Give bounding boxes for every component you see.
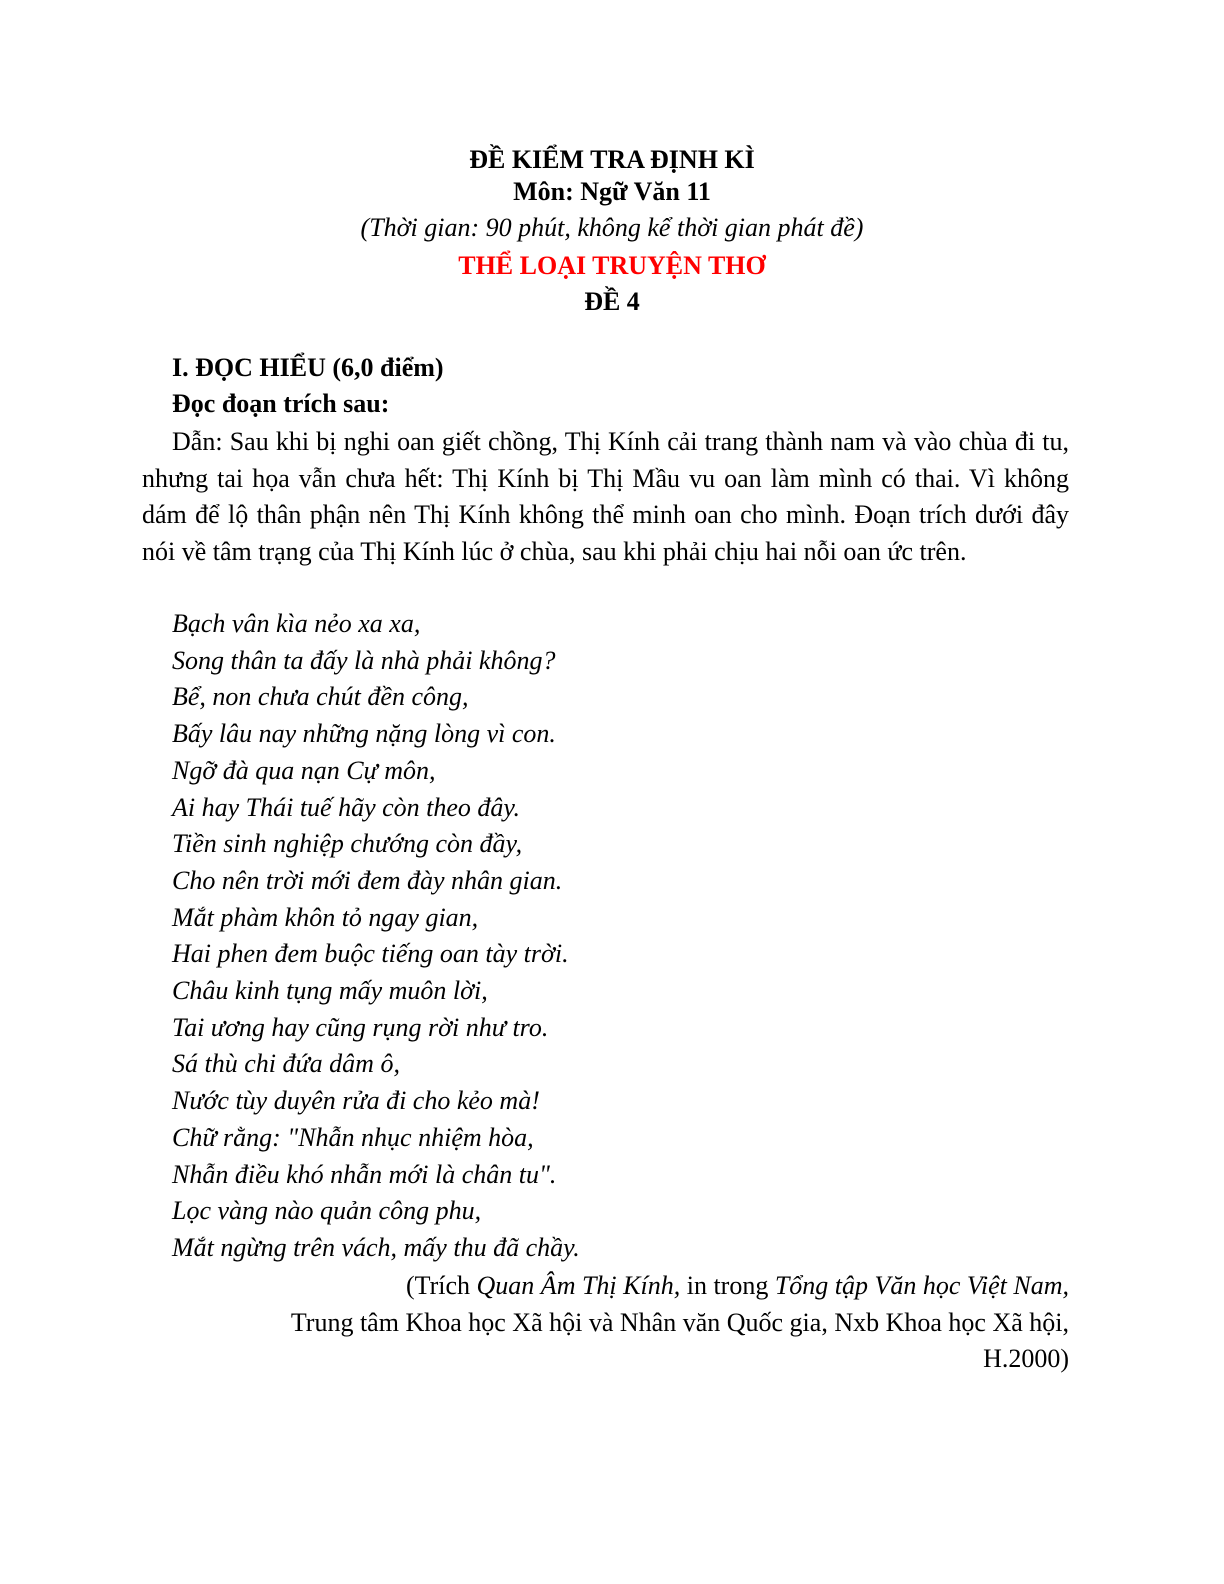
poem-line: Sá thù chi đứa dâm ô, [172, 1049, 400, 1079]
poem-line: Hai phen đem buộc tiếng oan tày trời. [172, 939, 569, 969]
poem-line: Mắt ngừng trên vách, mấy thu đã chầy. [172, 1232, 580, 1262]
poem-line: Bạch vân kìa nẻo xa xa, [172, 609, 421, 638]
exam-title: ĐỀ KIỂM TRA ĐỊNH KÌ [469, 145, 755, 174]
source-citation [142, 1268, 1069, 1378]
citation-work: Quan Âm Thị Kính, [476, 1271, 681, 1300]
poem-line: Nhẫn điều khó nhẫn mới là chân tu". [172, 1159, 557, 1189]
poem-excerpt [172, 606, 580, 1267]
poem-line: Song thân ta đấy là nhà phải không? [172, 645, 556, 675]
poem-line: Tai ương hay cũng rụng rời như tro. [172, 1012, 549, 1042]
poem-line: Ai hay Thái tuế hãy còn theo đây. [172, 792, 521, 822]
poem-line: Ngỡ đà qua nạn Cự môn, [172, 755, 436, 785]
exam-number: ĐỀ 4 [584, 287, 640, 316]
citation-prefix: (Trích [405, 1271, 477, 1300]
citation-line-1 [142, 1268, 1069, 1305]
intro-paragraph: Dẫn: Sau khi bị nghi oan giết chồng, Thị Kính cải trang thành nam và vào chùa đi tu, nhưng tai họa vẫn chưa hết: Thị Kính bị Thị Mầu vu oan làm mình có thai. Vì không dám để lộ thân phận nên Thị Kính không thể minh oan cho mình. Đoạn trích dưới đây nói về tâm trạng của Thị Kính lúc ở chùa, sau khi phải chịu hai nỗi oan ức trên. [142, 427, 1069, 566]
poem-line: Bấy lâu nay những nặng lòng vì con. [172, 719, 556, 749]
poem-line: Lọc vàng nào quản công phu, [172, 1196, 482, 1226]
reading-instruction: Đọc đoạn trích sau: [172, 389, 390, 418]
citation-collection: Tổng tập Văn học Việt Nam, [774, 1271, 1069, 1300]
citation-line-3: H.2000) [983, 1344, 1069, 1373]
exam-time-note: (Thời gian: 90 phút, không kể thời gian phát đề) [360, 213, 864, 242]
poem-line: Mắt phàm khôn tỏ ngay gian, [172, 902, 479, 932]
exam-genre: THỂ LOẠI TRUYỆN THƠ [458, 251, 766, 280]
citation-middle: in trong [680, 1271, 775, 1300]
poem-line: Châu kinh tụng mấy muôn lời, [172, 976, 488, 1006]
poem-line: Bể, non chưa chút đền công, [172, 682, 469, 712]
poem-line: Tiền sinh nghiệp chướng còn đầy, [172, 829, 523, 859]
section-heading: I. ĐỌC HIỂU (6,0 điểm) [172, 353, 444, 382]
poem-line: Chữ rằng: "Nhẫn nhục nhiệm hòa, [172, 1122, 534, 1152]
exam-subject: Môn: Ngữ Văn 11 [513, 177, 711, 206]
poem-line: Cho nên trời mới đem đày nhân gian. [172, 865, 563, 895]
citation-line-2: Trung tâm Khoa học Xã hội và Nhân văn Quốc gia, Nxb Khoa học Xã hội, [290, 1307, 1069, 1337]
poem-line: Nước tùy duyên rửa đi cho kẻo mà! [172, 1086, 540, 1116]
